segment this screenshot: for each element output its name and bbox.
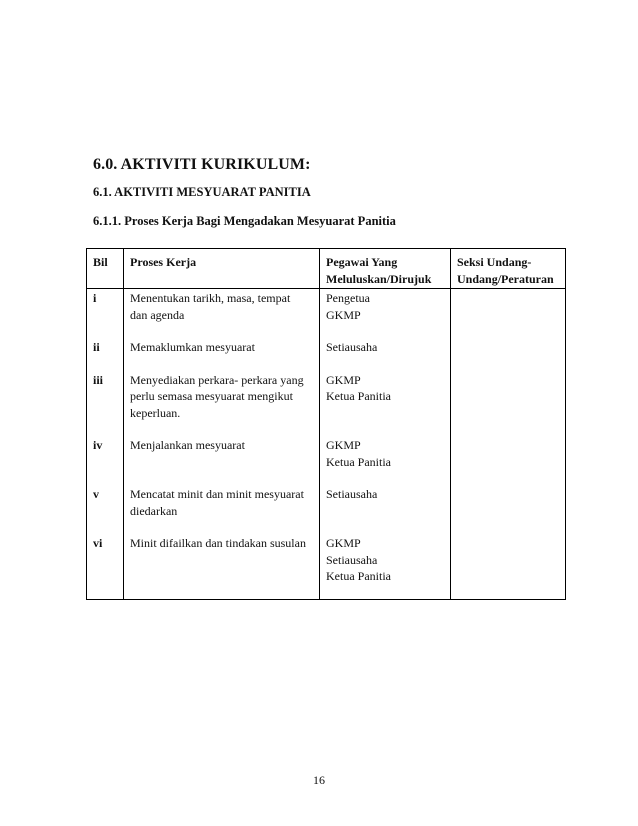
cell-seksi: [451, 535, 566, 599]
table-row: [87, 437, 566, 486]
cell-pegawai: [320, 339, 451, 372]
cell-proses: [124, 437, 320, 486]
table-header-row: [87, 249, 566, 289]
table-row: [87, 535, 566, 599]
cell-bil: iii: [87, 372, 124, 438]
header-pegawai: [320, 249, 451, 289]
cell-bil: ii: [87, 339, 124, 372]
cell-bil: iv: [87, 437, 124, 486]
table-row: [87, 372, 566, 438]
table-row: [87, 486, 566, 535]
cell-proses: [124, 535, 320, 599]
subsubsection-heading: 6.1.1. Proses Kerja Bagi Mengadakan Mesyuarat Panitia: [93, 214, 396, 228]
cell-line: GKMP: [326, 536, 361, 550]
cell-line: Mencatat minit dan minit mesyuarat: [130, 487, 304, 501]
cell-line: Memaklumkan mesyuarat: [130, 340, 255, 354]
cell-line: Menentukan tarikh, masa, tempat: [130, 291, 291, 305]
section-heading: 6.0. AKTIVITI KURIKULUM:: [93, 156, 311, 173]
cell-pegawai: [320, 437, 451, 486]
cell-seksi: [451, 339, 566, 372]
cell-line: Ketua Panitia: [326, 569, 391, 583]
page-number: 16: [313, 773, 325, 787]
cell-seksi: [451, 486, 566, 535]
cell-seksi: [451, 437, 566, 486]
cell-line: GKMP: [326, 438, 361, 452]
cell-line: Setiausaha: [326, 340, 378, 354]
cell-line: Ketua Panitia: [326, 389, 391, 403]
header-proses-kerja: Proses Kerja: [124, 249, 320, 289]
cell-proses: [124, 372, 320, 438]
header-pegawai-line: Pegawai Yang: [326, 255, 398, 269]
cell-proses: [124, 339, 320, 372]
cell-pegawai: [320, 372, 451, 438]
header-seksi-line: Seksi Undang-: [457, 255, 532, 269]
subsection-heading: 6.1. AKTIVITI MESYUARAT PANITIA: [93, 185, 311, 199]
cell-line: Setiausaha: [326, 487, 378, 501]
cell-line: dan agenda: [130, 307, 185, 322]
cell-line: diedarkan: [130, 503, 178, 518]
table-row: [87, 289, 566, 340]
cell-pegawai: [320, 486, 451, 535]
process-table: [86, 248, 566, 600]
table-row: [87, 339, 566, 372]
cell-pegawai: [320, 535, 451, 599]
cell-pegawai: [320, 289, 451, 340]
cell-bil: v: [87, 486, 124, 535]
cell-seksi: [451, 372, 566, 438]
header-seksi: [451, 249, 566, 289]
cell-seksi: [451, 289, 566, 340]
cell-line: Ketua Panitia: [326, 454, 391, 469]
cell-bil: vi: [87, 535, 124, 599]
header-seksi-line: Undang/Peraturan: [457, 271, 554, 286]
cell-line: Menyediakan perkara- perkara yang: [130, 372, 304, 387]
cell-line: Setiausaha: [326, 552, 378, 567]
cell-line: Menjalankan mesyuarat: [130, 438, 245, 452]
cell-proses: [124, 289, 320, 340]
cell-bil: i: [87, 289, 124, 340]
cell-line: Minit difailkan dan tindakan susulan: [130, 536, 306, 550]
header-bil: Bil: [87, 249, 124, 289]
cell-line: GKMP: [326, 372, 361, 387]
cell-line: keperluan.: [130, 405, 181, 420]
cell-line: Pengetua: [326, 291, 370, 305]
header-pegawai-line: Meluluskan/Dirujuk: [326, 271, 432, 286]
cell-proses: [124, 486, 320, 535]
cell-line: GKMP: [326, 307, 361, 322]
cell-line: perlu semasa mesyuarat mengikut: [130, 389, 293, 403]
